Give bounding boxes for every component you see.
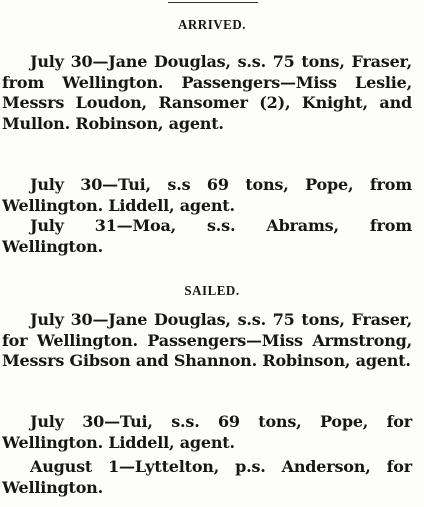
arrived-entry-moa: July 31—Moa, s.s. Abrams, from Wellington. xyxy=(2,216,412,256)
top-divider-rule xyxy=(168,2,258,3)
sailed-entry-jane-douglas: July 30—Jane Douglas, s.s. 75 tons, Fraser, for Wellington. Passengers—Miss Armstrong, Messrs Gibson and Shannon. Robinson, agent. xyxy=(2,310,412,370)
sailed-entry-lyttelton: August 1—Lyttelton, p.s. Anderson, for Wellington. xyxy=(2,457,412,497)
arrived-heading: ARRIVED. xyxy=(178,16,246,33)
arrived-entry-jane-douglas: July 30—Jane Douglas, s.s. 75 tons, Fraser, from Wellington. Passengers—Miss Leslie, Messrs Loudon, Ransomer (2), Knight, and Mullon. Robinson, agent. xyxy=(2,52,412,133)
sailed-entry-tui: July 30—Tui, s.s. 69 tons, Pope, for Wellington. Liddell, agent. xyxy=(2,412,412,452)
sailed-heading: SAILED. xyxy=(184,282,240,299)
arrived-entry-tui: July 30—Tui, s.s 69 tons, Pope, from Wellington. Liddell, agent. xyxy=(2,175,412,215)
